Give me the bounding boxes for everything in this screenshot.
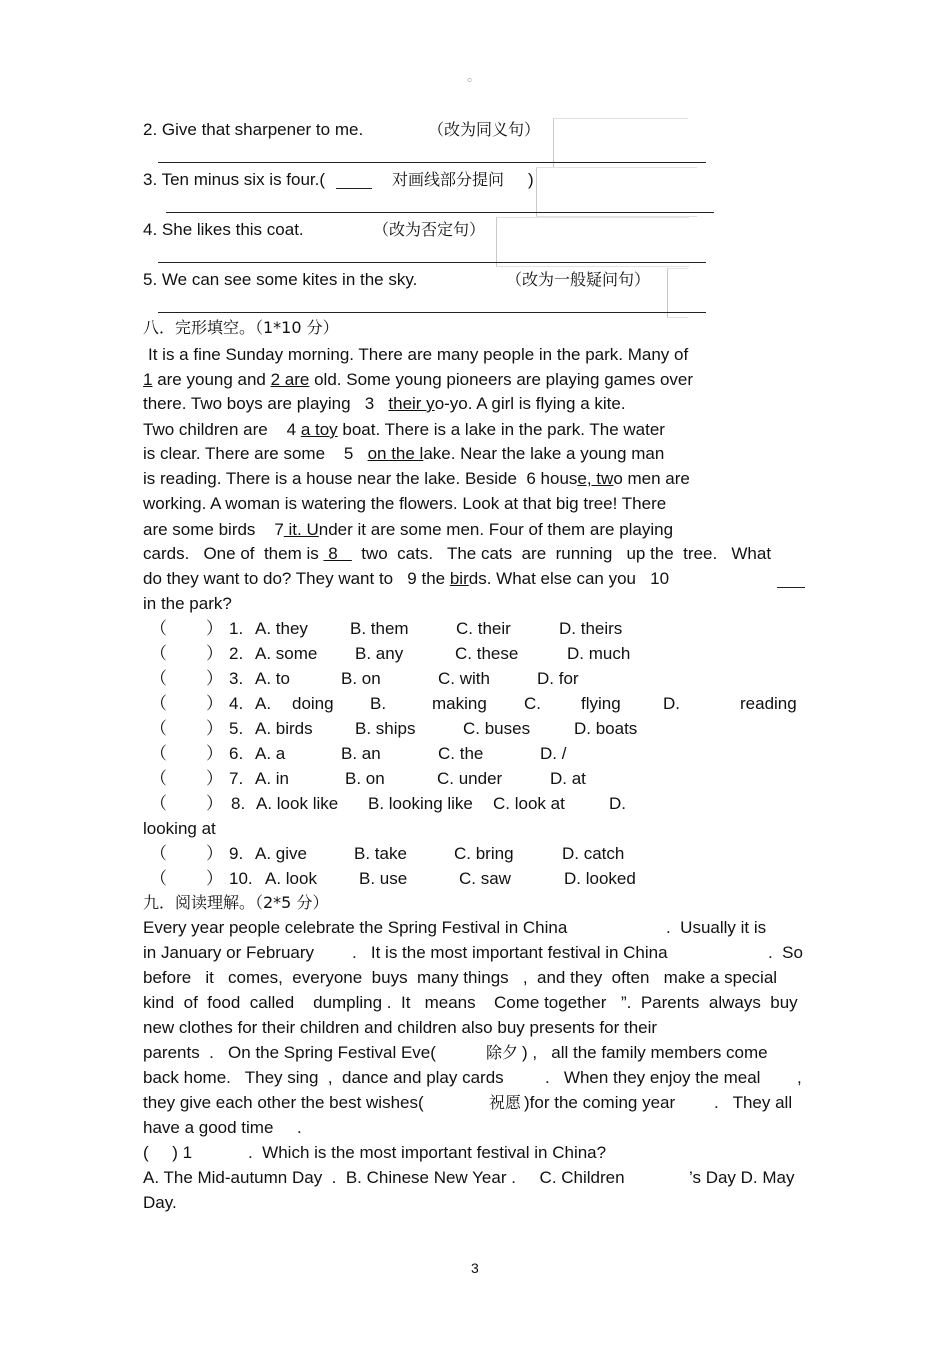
option-choice[interactable]: C. their xyxy=(456,619,511,638)
option-choice[interactable]: C. xyxy=(524,694,541,713)
answer-box-3 xyxy=(536,167,697,217)
answer-paren-open: （ xyxy=(150,869,167,888)
answer-paren-open: （ xyxy=(150,669,167,688)
answer-line-5[interactable] xyxy=(158,312,706,313)
answer-box-5 xyxy=(667,268,688,318)
cloze-blank-10 xyxy=(777,587,805,588)
cloze-line-11: in the park? xyxy=(143,594,232,613)
cloze-text: old. Some young pioneers are playing games over xyxy=(309,370,694,389)
reading-text: )for the coming year xyxy=(524,1093,676,1112)
answer-paren-close: ） xyxy=(206,844,223,863)
option-choice[interactable]: A. in xyxy=(255,769,290,788)
cloze-line-2 xyxy=(143,370,693,390)
cloze-text: nder it are some men. Four of them are playing xyxy=(318,520,674,539)
reading-text: . Usually it is xyxy=(666,918,767,937)
option-number: 1. xyxy=(229,619,244,638)
question-2: 2. Give that sharpener to me. xyxy=(143,120,364,139)
answer-paren-close: ） xyxy=(206,694,223,713)
option-choice[interactable]: D. theirs xyxy=(559,619,623,638)
option-choice[interactable]: D. at xyxy=(550,769,586,788)
answer-paren-close: ） xyxy=(206,769,223,788)
option-choice[interactable]: B. on xyxy=(341,669,381,688)
reading-text-cjk: 除夕 xyxy=(486,1043,519,1062)
option-choice[interactable]: A. to xyxy=(255,669,290,688)
answer-line-2[interactable] xyxy=(158,162,706,163)
reading-text: in January or February xyxy=(143,943,315,962)
answer-paren-close: ） xyxy=(206,794,223,813)
reading-text: new clothes for their children and children also buy presents for their xyxy=(143,1018,658,1037)
reading-text: . xyxy=(297,1118,302,1137)
option-choice[interactable]: B. looking like xyxy=(368,794,473,813)
option-choice[interactable]: D. xyxy=(609,794,626,813)
header-mark: 。 xyxy=(467,68,481,84)
question-2-instruction: （改为同义句） xyxy=(428,120,541,139)
cloze-text: ds. What else can you 10 xyxy=(468,569,670,588)
option-choice[interactable]: C. bring xyxy=(454,844,514,863)
reading-text: , xyxy=(797,1068,802,1087)
cloze-line-7: working. A woman is watering the flowers. Look at that big tree! There xyxy=(143,494,667,513)
cloze-blank-4: a toy xyxy=(300,420,338,439)
reading-text: before it comes, everyone buys many things , and they often make a special xyxy=(143,968,778,987)
reading-question-options[interactable]: ’s Day D. May xyxy=(689,1168,795,1187)
cloze-text: cards. One of them is xyxy=(143,544,324,563)
reading-text: ) , all the family members come xyxy=(522,1043,768,1062)
option-choice[interactable]: D. catch xyxy=(562,844,625,863)
option-choice[interactable]: C. with xyxy=(438,669,490,688)
cloze-line-9 xyxy=(143,544,771,564)
question-4-instruction: （改为否定句） xyxy=(373,220,486,239)
option-choice[interactable]: B. use xyxy=(359,869,408,888)
question-3: 3. Ten minus six is four.( xyxy=(143,170,326,189)
option-choice[interactable]: A. some xyxy=(255,644,318,663)
option-choice[interactable]: C. buses xyxy=(463,719,531,738)
reading-text: . It is the most important festival in China xyxy=(352,943,668,962)
option-choice[interactable]: doing xyxy=(292,694,334,713)
option-choice[interactable]: C. these xyxy=(455,644,519,663)
answer-paren-open: （ xyxy=(150,619,167,638)
cloze-line-10 xyxy=(143,569,669,589)
answer-line-4[interactable] xyxy=(158,262,706,263)
option-choice[interactable]: B. any xyxy=(355,644,404,663)
reading-text: Every year people celebrate the Spring Festival in China xyxy=(143,918,568,937)
cloze-heading: 八．完形填空。（1*10 分） xyxy=(143,318,339,337)
question-5-instruction: （改为一般疑问句） xyxy=(506,270,651,289)
option-choice[interactable]: B. them xyxy=(350,619,409,638)
reading-text: . So xyxy=(768,943,803,962)
cloze-blank-1: 1 xyxy=(143,370,153,389)
option-number: 9. xyxy=(229,844,244,863)
option-choice[interactable]: B. an xyxy=(341,744,381,763)
question-5: 5. We can see some kites in the sky. xyxy=(143,270,418,289)
option-choice[interactable]: C. under xyxy=(437,769,503,788)
cloze-blank-5: on the l xyxy=(367,444,424,463)
reading-text: Come together xyxy=(494,993,607,1012)
answer-paren-close: ） xyxy=(206,869,223,888)
answer-paren-close: ） xyxy=(206,669,223,688)
cloze-blank-3: their y xyxy=(388,394,435,413)
option-choice[interactable]: B. take xyxy=(354,844,407,863)
option-choice[interactable]: A. they xyxy=(255,619,308,638)
question-3-instruction: 对画线部分提问 xyxy=(392,170,505,189)
option-choice[interactable]: making xyxy=(432,694,487,713)
cloze-line-1: It is a fine Sunday morning. There are many people in the park. Many of xyxy=(148,345,689,364)
reading-question-paren[interactable]: ( ) 1 xyxy=(143,1143,193,1162)
option-choice[interactable]: D. much xyxy=(567,644,631,663)
answer-box-4 xyxy=(496,217,689,267)
cloze-line-3 xyxy=(143,394,626,414)
reading-text: . When they enjoy the meal xyxy=(545,1068,761,1087)
option-choice[interactable]: B. on xyxy=(345,769,385,788)
reading-text: ”. Parents always buy xyxy=(621,993,798,1012)
cloze-text: are some birds 7 xyxy=(143,520,284,539)
option-choice-wrap[interactable]: looking at xyxy=(143,819,216,838)
option-choice[interactable]: A. give xyxy=(255,844,307,863)
option-choice[interactable]: C. saw xyxy=(459,869,511,888)
option-choice[interactable]: A. a xyxy=(255,744,286,763)
cloze-text: o-yo. A girl is flying a kite. xyxy=(434,394,626,413)
cloze-text: boat. There is a lake in the park. The water xyxy=(337,420,665,439)
option-choice[interactable]: A. xyxy=(255,694,272,713)
reading-text: back home. They sing , dance and play cards xyxy=(143,1068,504,1087)
reading-text: . They all xyxy=(714,1093,793,1112)
reading-question-options[interactable]: Day. xyxy=(143,1193,177,1212)
cloze-blank-2: 2 are xyxy=(270,370,310,389)
option-choice[interactable]: flying xyxy=(581,694,621,713)
cloze-text: is reading. There is a house near the lake. Beside 6 hous xyxy=(143,469,578,488)
question-3-blank xyxy=(336,188,372,189)
answer-paren-open: （ xyxy=(150,694,167,713)
option-choice[interactable]: D. looked xyxy=(564,869,636,888)
option-choice[interactable]: A. birds xyxy=(255,719,313,738)
answer-paren-close: ） xyxy=(206,744,223,763)
reading-text: kind of food called dumpling . It means xyxy=(143,993,481,1012)
option-choice[interactable]: A. look like xyxy=(256,794,339,813)
cloze-text: are young and xyxy=(152,370,271,389)
page-number: 3 xyxy=(471,1260,479,1276)
option-choice[interactable]: D. for xyxy=(537,669,579,688)
option-choice[interactable]: B. ships xyxy=(355,719,416,738)
cloze-text: Two children are 4 xyxy=(143,420,301,439)
cloze-text: two cats. The cats are running up the tree. What xyxy=(351,544,772,563)
answer-paren-open: （ xyxy=(150,744,167,763)
reading-text: parents . On the Spring Festival Eve( xyxy=(143,1043,436,1062)
option-choice[interactable]: D. xyxy=(663,694,680,713)
cloze-text: do they want to do? They want to 9 the xyxy=(143,569,450,588)
cloze-blank-7: it. U xyxy=(283,520,319,539)
answer-paren-close: ） xyxy=(206,644,223,663)
cloze-text: o men are xyxy=(613,469,690,488)
option-choice[interactable]: D. boats xyxy=(574,719,638,738)
question-3-close: ) xyxy=(528,170,534,189)
option-number: 10. xyxy=(229,869,253,888)
answer-line-3[interactable] xyxy=(166,212,714,213)
cloze-line-6 xyxy=(143,469,690,489)
option-number: 7. xyxy=(229,769,244,788)
answer-paren-open: （ xyxy=(150,794,167,813)
question-4: 4. She likes this coat. xyxy=(143,220,304,239)
answer-paren-open: （ xyxy=(150,769,167,788)
reading-question-1: . Which is the most important festival in China? xyxy=(248,1143,607,1162)
option-choice[interactable]: D. / xyxy=(540,744,567,763)
cloze-blank-8: 8 xyxy=(323,544,352,563)
cloze-blank-9: bir xyxy=(449,569,469,588)
reading-text: they give each other the best wishes( xyxy=(143,1093,424,1112)
reading-text: have a good time xyxy=(143,1118,274,1137)
cloze-text: ake. Near the lake a young man xyxy=(423,444,665,463)
cloze-line-8 xyxy=(143,520,673,540)
reading-heading: 九．阅读理解。（2*5 分） xyxy=(143,893,329,912)
answer-paren-close: ） xyxy=(206,619,223,638)
option-choice[interactable]: C. look at xyxy=(493,794,565,813)
answer-box-2 xyxy=(553,118,688,168)
option-choice[interactable]: B. xyxy=(370,694,387,713)
cloze-line-4 xyxy=(143,420,665,440)
option-number: 6. xyxy=(229,744,244,763)
answer-paren-open: （ xyxy=(150,844,167,863)
reading-text-cjk: 祝愿 xyxy=(489,1093,522,1112)
option-number: 5. xyxy=(229,719,244,738)
answer-paren-open: （ xyxy=(150,644,167,663)
cloze-line-5 xyxy=(143,444,664,464)
cloze-blank-6: e, tw xyxy=(577,469,614,488)
answer-paren-open: （ xyxy=(150,719,167,738)
cloze-text: is clear. There are some 5 xyxy=(143,444,368,463)
option-number: 4. xyxy=(229,694,244,713)
cloze-text: there. Two boys are playing 3 xyxy=(143,394,389,413)
answer-paren-close: ） xyxy=(206,719,223,738)
option-choice[interactable]: C. the xyxy=(438,744,484,763)
option-choice[interactable]: A. look xyxy=(265,869,317,888)
option-choice[interactable]: reading xyxy=(740,694,797,713)
reading-question-options[interactable]: A. The Mid-autumn Day . B. Chinese New Year . C. Children xyxy=(143,1168,625,1187)
option-number: 3. xyxy=(229,669,244,688)
option-number: 2. xyxy=(229,644,244,663)
option-number: 8. xyxy=(231,794,246,813)
